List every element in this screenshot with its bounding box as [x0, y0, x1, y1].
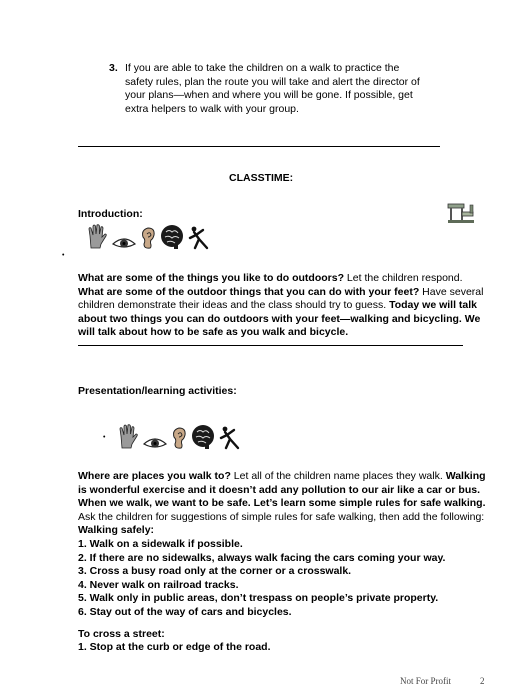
walking-safely-heading: Walking safely: — [78, 524, 155, 537]
rule-item: 5. Walk only in public areas, don’t trespass on people’s private property. — [78, 592, 439, 605]
rule-item: 3. Cross a busy road only at the corner or a crosswalk. — [78, 565, 352, 578]
intro-text-1: Let the children respond. — [344, 272, 463, 284]
brain-icon — [191, 424, 215, 450]
presentation-statement: Walking is wonderful exercise and it doesn’t add any pollution to our air like a car or bus. When we walk, we want to be safe. Let’s learn some simple rules for safe walking. — [78, 470, 486, 510]
rule-item: 2. If there are no sidewalks, always walk facing the cars coming your way. — [78, 551, 446, 564]
step-text: If you are able to take the children on a walk to practice the safety rules, plan the route you will take and alert the director of your plans—when and where you will be gone. If possible, get extra helpers to walk with your group. — [125, 62, 420, 115]
list-bullet: • — [62, 252, 65, 259]
divider — [78, 146, 440, 147]
step-number: 3. — [109, 62, 118, 74]
school-desk-icon — [446, 200, 476, 228]
presentation-heading: Presentation/learning activities: — [78, 385, 237, 397]
introduction-heading: Introduction: — [78, 208, 143, 220]
footer-label: Not For Profit — [400, 676, 452, 686]
eye-icon — [112, 236, 136, 250]
intro-question-1: What are some of the things you like to do outdoors? — [78, 272, 345, 284]
introduction-paragraph — [78, 272, 490, 340]
cross-street-steps — [78, 641, 490, 655]
intro-text-2: Have several children demonstrate their ideas and the class should try to guess. — [78, 285, 484, 312]
senses-icon-row — [86, 224, 210, 250]
ear-icon — [140, 226, 156, 250]
divider — [78, 345, 463, 346]
rule-item: 1. Walk on a sidewalk if possible. — [78, 537, 243, 550]
list-bullet: • — [103, 434, 106, 441]
presentation-text-2: Ask the children for suggestions of simple rules for safe walking, then add the following: — [78, 510, 485, 523]
hand-icon — [86, 224, 108, 250]
brain-icon — [160, 224, 184, 250]
rule-item: 4. Never walk on railroad tracks. — [78, 578, 239, 591]
presentation-question: Where are places you walk to? — [78, 470, 231, 482]
walking-rules-list — [78, 538, 490, 620]
hand-icon — [117, 424, 139, 450]
rule-item: 6. Stay out of the way of cars and bicycles. — [78, 605, 292, 618]
page-number: 2 — [480, 676, 485, 686]
eye-icon — [143, 436, 167, 450]
prep-step-3 — [109, 62, 429, 116]
cross-street-heading: To cross a street: — [78, 627, 165, 640]
stretching-figure-icon — [219, 426, 241, 450]
intro-question-2: What are some of the outdoor things that you can do with your feet? — [78, 285, 420, 298]
ear-icon — [171, 426, 187, 450]
intro-statement: Today we will talk about two things you can do outdoors with your feet—walking and bicycling. We will talk about how to be safe as you walk and bicycle. — [78, 299, 481, 339]
classtime-heading: CLASSTIME: — [229, 172, 294, 184]
cross-step-item: 1. Stop at the curb or edge of the road. — [78, 641, 271, 654]
presentation-paragraph — [78, 470, 490, 655]
senses-icon-row — [117, 424, 241, 450]
presentation-text-1: Let all of the children name places they walk. — [230, 470, 446, 482]
stretching-figure-icon — [188, 226, 210, 250]
